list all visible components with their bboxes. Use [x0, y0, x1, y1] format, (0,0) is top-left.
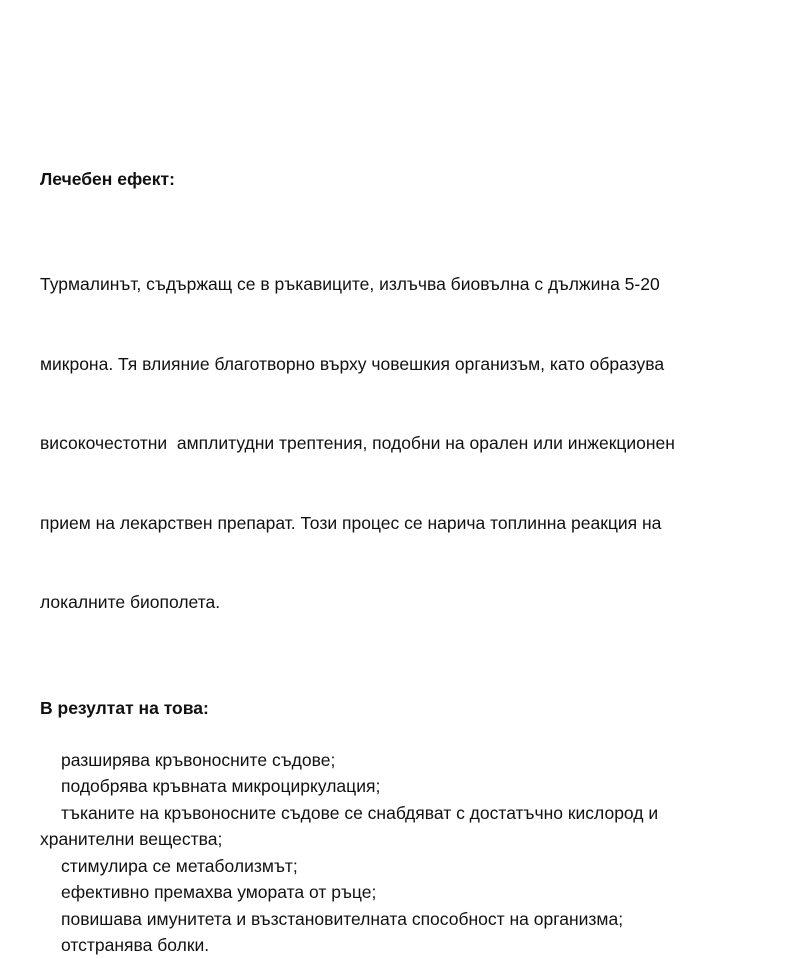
list-item-text: стимулира се метаболизмът; — [61, 855, 298, 876]
list-item-text: подобрява кръвната микроциркулация; — [61, 776, 381, 796]
paragraph-line: прием на лекарствен препарат. Този процес се нарича топлинна реакция на — [40, 512, 662, 533]
list-item-continuation — [40, 826, 780, 853]
list-item — [40, 747, 780, 774]
section-heading: Лечебен ефект: — [40, 169, 175, 189]
list-item — [40, 879, 780, 906]
list-item — [40, 932, 780, 959]
list-item — [40, 906, 780, 933]
effects-list — [40, 747, 780, 959]
description-paragraph — [40, 218, 780, 669]
results-heading: В резултат на това: — [40, 697, 209, 718]
paragraph-line: Турмалинът, съдържащ се в ръкавиците, излъчва биовълна с дължина 5-20 — [40, 274, 660, 294]
list-item-text: разширява кръвоносните съдове; — [61, 749, 336, 770]
list-item-text: тъканите на кръвоносните съдове се снабдяват с достатъчно кислород и — [61, 802, 659, 823]
list-item-text: ефективно премахва умората от ръце; — [61, 882, 377, 902]
document-body — [40, 166, 780, 959]
list-item — [40, 853, 780, 880]
list-item — [40, 800, 780, 827]
paragraph-line: високочестотни амплитудни трептения, подобни на орален или инжекционен — [40, 433, 675, 453]
paragraph-line: микрона. Тя влияние благотворно върху човешкия организъм, като образува — [40, 353, 665, 374]
list-item-text: отстранява болки. — [61, 935, 210, 955]
list-item-text: повишава имунитета и възстановителната способност на организма; — [61, 908, 624, 929]
list-item — [40, 773, 780, 800]
list-item-text: хранителни вещества; — [40, 829, 223, 849]
paragraph-line: локалните биополета. — [40, 592, 221, 612]
